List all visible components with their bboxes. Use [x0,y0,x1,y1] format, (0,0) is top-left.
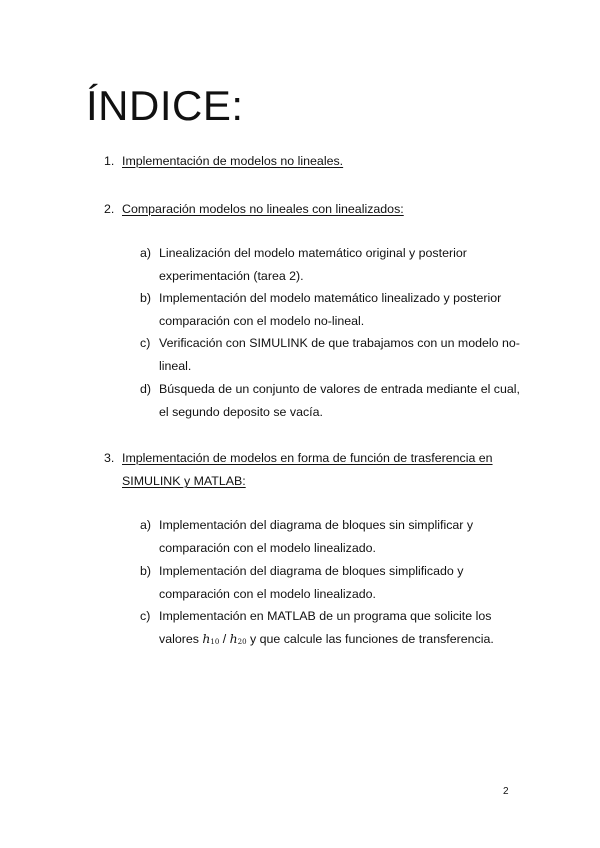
toc-link-continuation[interactable]: SIMULINK y MATLAB: [122,474,246,488]
subitem-text: lineal. [159,358,192,373]
subitem-text: Implementación del modelo matemático linealizado y posterior [159,291,502,305]
formula-prefix: valores [159,631,203,646]
page-number: 2 [503,786,509,797]
subitem-text: comparación con el modelo no-lineal. [159,313,365,328]
toc-number: 2. [104,202,115,216]
subitem-letter: c) [140,609,151,623]
subitem-letter: b) [140,564,152,578]
subitem-letter: b) [140,291,152,305]
formula-suffix: y que calcule las funciones de transferencia. [246,631,494,646]
subitem-text: experimentación (tarea 2). [159,268,304,283]
subitem-text: comparación con el modelo linealizado. [159,586,376,601]
subitem-letter: a) [140,518,152,532]
toc-number: 1. [104,154,115,168]
subitem-text: Implementación del diagrama de bloques simplificado y [159,564,464,578]
subitem-letter: a) [140,246,152,260]
page-title: ÍNDICE: [86,82,244,129]
subitem-letter: c) [140,336,151,350]
subitem-text: Implementación del diagrama de bloques sin simplificar y [159,518,474,532]
subitem-text: el segundo deposito se vacía. [159,404,323,419]
subitem-text: Búsqueda de un conjunto de valores de entrada mediante el cual, [159,382,520,396]
h20-symbol: $h_{20}$ [229,630,247,646]
subitem-text: Linealización del modelo matemático original y posterior [159,246,467,260]
subitem-letter: d) [140,382,152,396]
h10-symbol: $h_{10}$ [202,630,220,646]
toc-number: 3. [104,451,115,465]
formula-slash: / [219,631,230,646]
toc-link[interactable]: Implementación de modelos no lineales. [122,154,344,168]
subitem-text-formula-line [159,628,494,654]
toc-link[interactable]: Implementación de modelos en forma de función de trasferencia en [122,451,493,465]
subitem-text: Verificación con SIMULINK de que trabajamos con un modelo no- [159,336,520,350]
subitem-text: comparación con el modelo linealizado. [159,540,376,555]
subitem-text: Implementación en MATLAB de un programa que solicite los [159,609,492,623]
toc-link[interactable]: Comparación modelos no lineales con linealizados: [122,202,404,216]
